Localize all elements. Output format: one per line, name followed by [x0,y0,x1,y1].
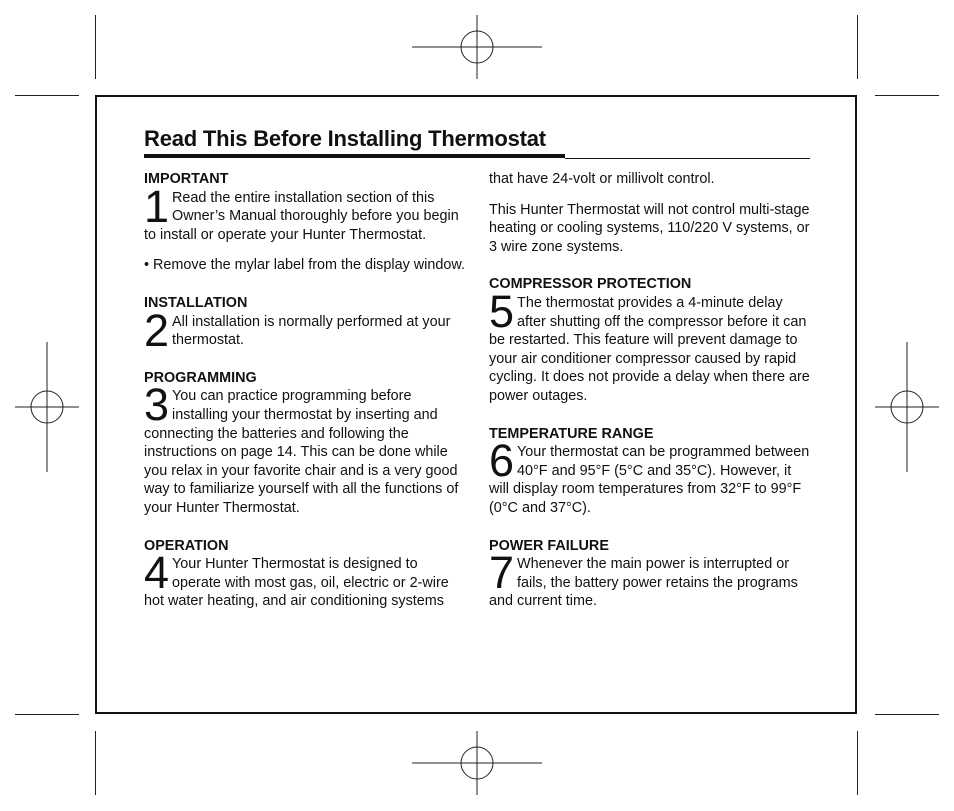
section-heading: POWER FAILURE [489,537,609,554]
section-text: You can practice programming before installing your thermostat by inserting and connecting the batteries and following the instructions on page 14. This can be done while you relax in your favorite chair and is a very good way to familiarize yourself with all the functions of your Hunter Thermostat. [144,388,459,516]
crop-mark-top-left-v [95,15,96,79]
section-operation [144,537,468,611]
step-number: 4 [144,547,170,599]
section-power-failure [489,537,813,611]
section-temperature-range [489,425,813,518]
section-body [144,180,468,245]
section-heading: INSTALLATION [144,294,248,311]
section-body [489,285,813,406]
crop-mark-bottom-left-h [15,714,79,715]
section-text: Your Hunter Thermostat is designed to operate with most gas, oil, electric or 2-wire hot water heating, and air conditioning systems [144,556,449,610]
section-heading: PROGRAMMING [144,369,257,386]
title-underline-bar [144,154,565,158]
section-text: Whenever the main power is interrupted or fails, the battery power retains the programs and current time. [489,556,798,610]
section-text: This Hunter Thermostat will not control multi-stage heating or cooling systems, 110/220 V systems, or 3 wire zone systems. [489,201,810,255]
step-number: 7 [489,547,515,599]
section-installation [144,294,468,356]
section-programming [144,369,468,518]
page-title: Read This Before Installing Thermostat [144,126,546,151]
section-heading: COMPRESSOR PROTECTION [489,276,692,293]
left-column [144,170,468,630]
section-body [144,379,468,517]
step-number: 3 [144,379,170,431]
crop-mark-top-left-h [15,95,79,96]
bullet-item: • Remove the mylar label from the display window. [144,257,465,274]
spacer [144,244,468,256]
title-rule [565,158,810,159]
section-heading: TEMPERATURE RANGE [489,425,654,442]
section-important [144,170,468,275]
section-text: All installation is normally performed at your thermostat. [172,313,451,349]
section-text: that have 24-volt or millivolt control. [489,171,715,187]
section-body [144,304,468,356]
section-text: Your thermostat can be programmed between 40°F and 95°F (5°C and 35°C). However, it will display room temperatures from 32°F to 99°F (0°C and 37°C). [489,444,810,516]
registration-mark-top [412,15,542,79]
section-operation-continued [489,170,813,256]
section-heading: IMPORTANT [144,171,229,187]
section-text: Read the entire installation section of this Owner’s Manual thoroughly before you begin to install or operate your Hunter Thermostat. [144,189,459,243]
step-number: 2 [144,304,170,356]
section-compressor-protection [489,275,813,405]
section-text: The thermostat provides a 4-minute delay after shutting off the compressor before it can be restarted. This feature will prevent damage to your air conditioner compressor caused by rapid cycling. It does not provide a delay when there are power outages. [489,294,810,404]
spacer [489,189,813,201]
section-body [489,435,813,517]
crop-mark-bottom-right-h [875,714,939,715]
step-number: 1 [144,180,170,232]
section-heading: OPERATION [144,537,229,554]
spacer [489,256,813,275]
registration-mark-left [15,342,79,472]
crop-mark-top-right-v [857,15,858,79]
section-body [489,547,813,611]
crop-mark-bottom-right-v [857,731,858,795]
crop-mark-top-right-h [875,95,939,96]
step-number: 6 [489,435,515,487]
section-body [144,547,468,611]
crop-mark-bottom-left-v [95,731,96,795]
registration-mark-right [875,342,939,472]
registration-mark-bottom [412,731,542,795]
step-number: 5 [489,285,515,337]
right-column [489,170,813,630]
